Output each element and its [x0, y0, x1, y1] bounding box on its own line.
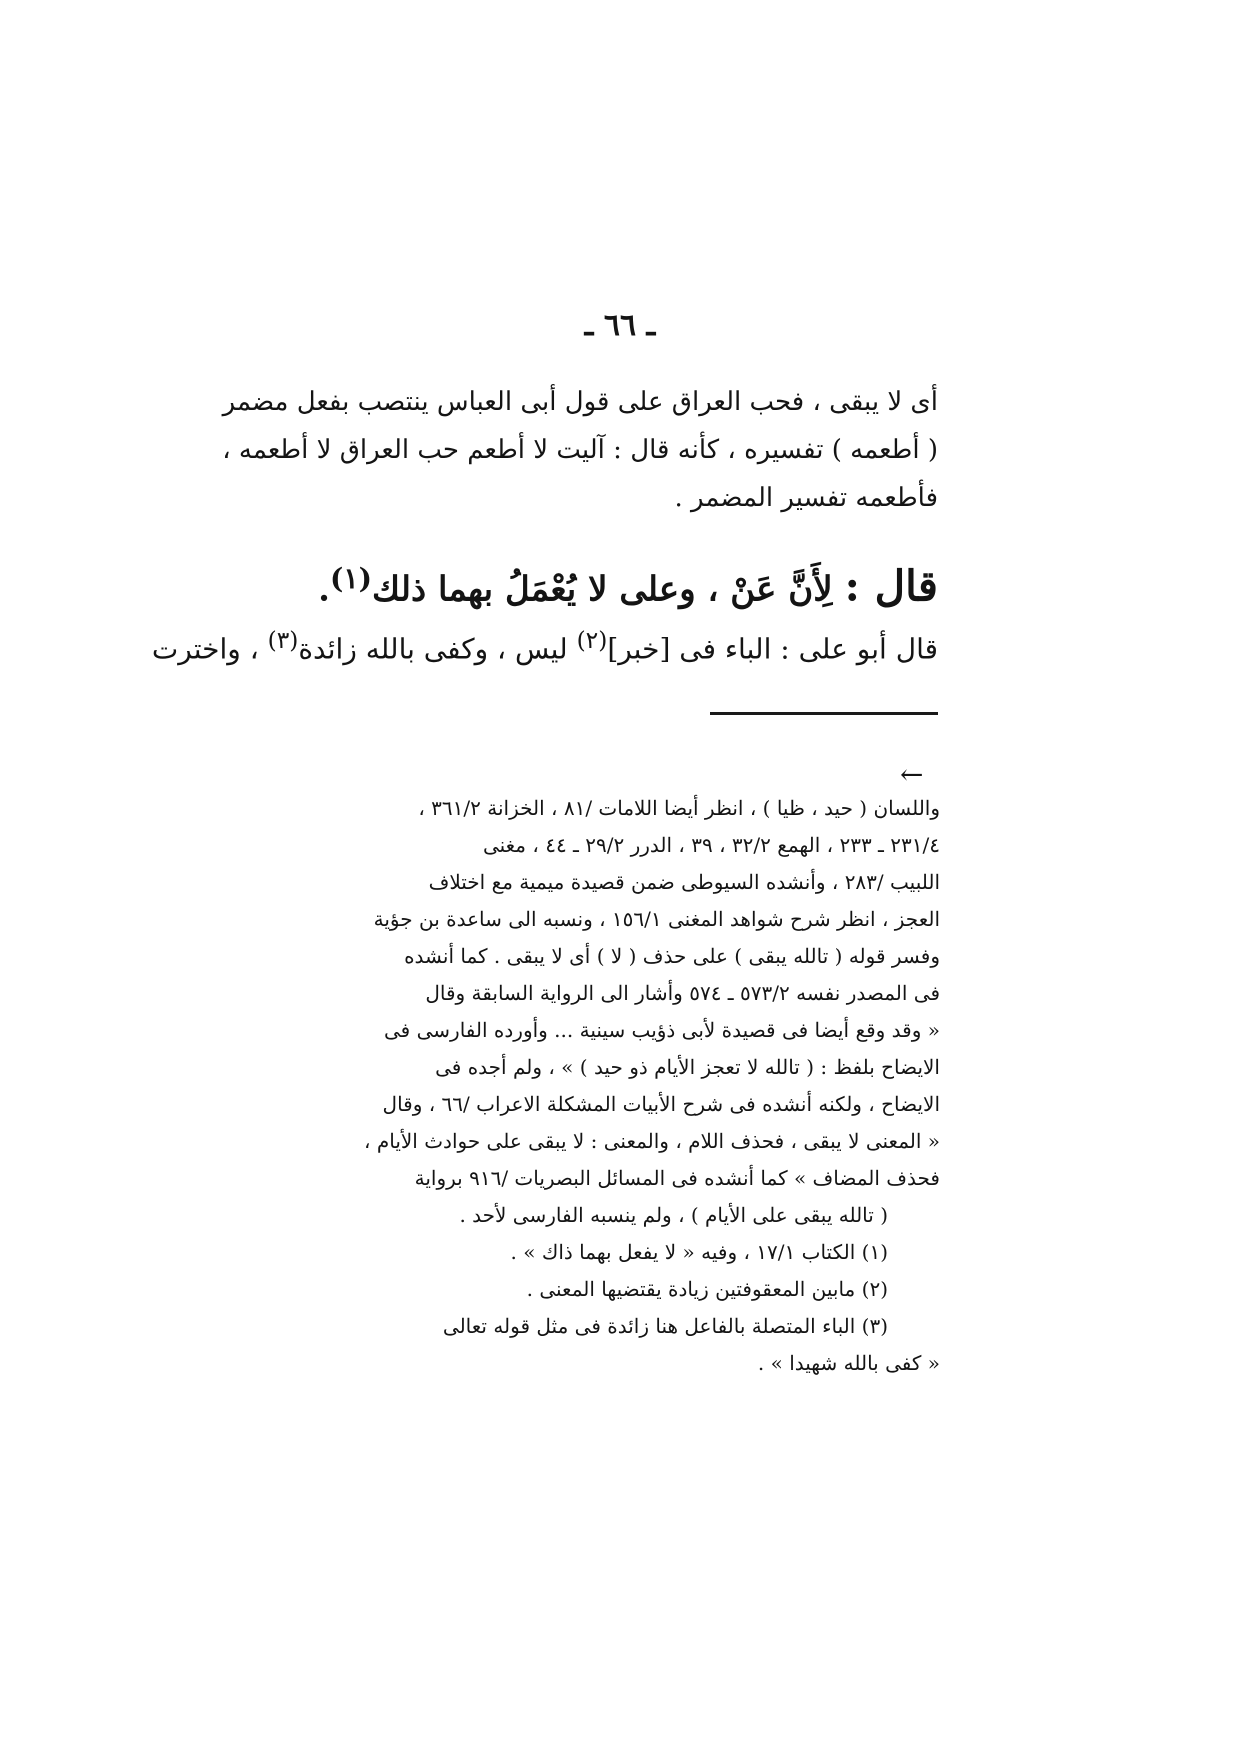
- footnote-continuation-line: « المعنى لا يبقى ، فحذف اللام ، والمعنى : لا يبقى على حوادث الأيام ،: [364, 1129, 940, 1153]
- verse-label: قال :: [844, 561, 938, 611]
- footnote-continuation-line: فحذف المضاف » كما أنشده فى المسائل البصريات /٩١٦ برواية: [414, 1166, 940, 1190]
- footnote-continuation-line: وفسر قوله ( تالله يبقى ) على حذف ( لا ) أى لا يبقى . كما أنشده: [404, 944, 940, 968]
- footnote-continuation-line: ٢٣١/٤ ـ ٢٣٣ ، الهمع ٣٢/٢ ، ٣٩ ، الدرر ٢٩/٢ ـ ٤٤ ، مغنى: [482, 833, 940, 857]
- footnote-continuation-line: الايضاح بلفظ : ( تالله لا تعجز الأيام ذو حيد ) » ، ولم أجده فى: [435, 1055, 940, 1079]
- page-number: ـ ٦٦ ـ: [584, 308, 656, 343]
- footnote-continuation-line: « وقد وقع أيضا فى قصيدة لأبى ذؤيب سينية ... وأورده الفارسى فى: [384, 1018, 940, 1042]
- footnote-continuation-line: فى المصدر نفسه ٥٧٣/٢ ـ ٥٧٤ وأشار الى الرواية السابقة وقال: [425, 981, 940, 1005]
- continuation-arrow-icon: ←: [900, 758, 924, 791]
- footnote-continuation-line: الايضاح ، ولكنه أنشده فى شرح الأبيات المشكلة الاعراب /٦٦ ، وقال: [382, 1092, 940, 1116]
- main-text-line-2: ( أطعمه ) تفسيره ، كأنه قال : آليت لا أطعم حب العراق لا أطعمه ،: [222, 435, 938, 465]
- footnote-continuation-line: ( تالله يبقى على الأيام ) ، ولم ينسبه الفارسى لأحد .: [459, 1203, 888, 1227]
- footnote-ref-2: (٢): [576, 626, 608, 654]
- footnote-2: (٢) مابين المعقوفتين زيادة يقتضيها المعنى .: [526, 1277, 888, 1301]
- verse-text: لِأَنَّ عَنْ ، وعلى لا يُعْمَلُ بهما ذلك: [372, 569, 833, 610]
- footnotes-section: [300, 790, 940, 1382]
- commentary-text-1: قال أبو على : الباء فى [خبر]: [607, 632, 938, 666]
- footnote-ref-1: (١): [329, 561, 372, 595]
- footnote-continuation-line: واللسان ( حيد ، ظيا ) ، انظر أيضا اللامات /٨١ ، الخزانة ٣٦١/٢ ،: [418, 796, 940, 820]
- footnote-ref-3: (٣): [267, 626, 299, 654]
- main-text-line-3: فأطعمه تفسير المضمر .: [674, 483, 938, 513]
- commentary-text-2: ليس ، وكفى بالله زائدة: [298, 632, 577, 666]
- footnote-continuation-line: اللبيب /٢٨٣ ، وأنشده السيوطى ضمن قصيدة ميمية مع اختلاف: [428, 870, 940, 894]
- footnote-separator: [710, 712, 938, 715]
- main-text: [222, 378, 938, 522]
- commentary-text-3: ، واخترت: [151, 632, 268, 666]
- commentary-line: [151, 612, 938, 677]
- footnote-3: (٣) الباء المتصلة بالفاعل هنا زائدة فى مثل قوله تعالى: [442, 1314, 888, 1338]
- footnote-continuation-line: العجز ، انظر شرح شواهد المغنى ١٥٦/١ ، ونسبه الى ساعدة بن جؤية: [373, 907, 940, 931]
- main-text-line-1: أى لا يبقى ، فحب العراق على قول أبى العباس ينتصب بفعل مضمر: [222, 387, 938, 417]
- grammar-rule-verse: قال : لِأَنَّ عَنْ ، وعلى لا يُعْمَلُ بهما ذلك$^{(١)}$.: [318, 561, 938, 611]
- footnote-3-continuation: « كفى بالله شهيدا » .: [757, 1351, 940, 1375]
- footnote-1: (١) الكتاب ١٧/١ ، وفيه « لا يفعل بهما ذاك » .: [510, 1240, 888, 1264]
